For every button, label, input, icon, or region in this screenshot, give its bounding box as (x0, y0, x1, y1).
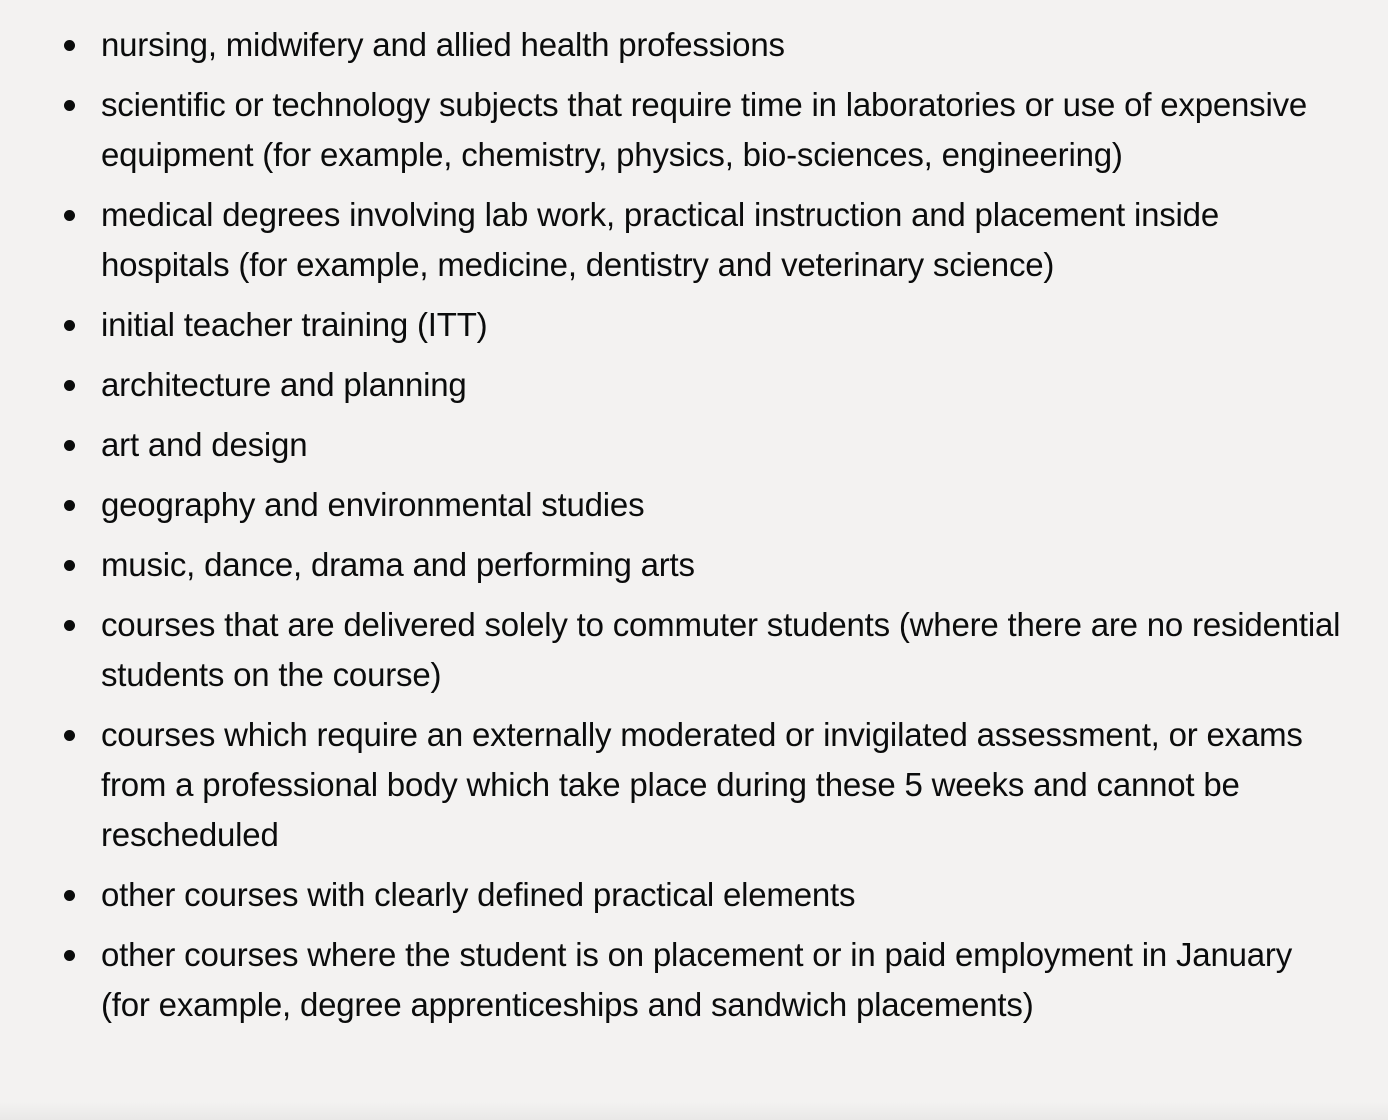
list-item (101, 190, 1341, 290)
list-item (101, 540, 1341, 590)
list-item-text: geography and environmental studies (101, 486, 645, 523)
bullet-icon (64, 730, 75, 741)
list-item (101, 710, 1341, 860)
list-item (101, 80, 1341, 180)
list-item (101, 20, 1341, 70)
bullet-icon (64, 210, 75, 221)
list-item (101, 480, 1341, 530)
list-item-text: initial teacher training (ITT) (101, 306, 488, 343)
bullet-icon (64, 320, 75, 331)
list-item-text: medical degrees involving lab work, practical instruction and placement inside hospitals (for example, medicine, dentistry and veterinary science) (101, 196, 1219, 283)
list-item-text: music, dance, drama and performing arts (101, 546, 695, 583)
bullet-icon (64, 440, 75, 451)
list-item-text: courses which require an externally moderated or invigilated assessment, or exams from a professional body which take place during these 5 weeks and cannot be rescheduled (101, 716, 1303, 853)
list-item-text: architecture and planning (101, 366, 467, 403)
bullet-icon (64, 950, 75, 961)
bullet-icon (64, 890, 75, 901)
list-item (101, 360, 1341, 410)
list-item (101, 870, 1341, 920)
list-item-text: nursing, midwifery and allied health professions (101, 26, 785, 63)
page-content (0, 20, 1388, 1040)
list-item (101, 420, 1341, 470)
list-item-text: courses that are delivered solely to commuter students (where there are no residential students on the course) (101, 606, 1341, 693)
bullet-icon (64, 100, 75, 111)
list-item (101, 930, 1341, 1030)
bullet-icon (64, 40, 75, 51)
list-item (101, 600, 1341, 700)
list-item-text: art and design (101, 426, 308, 463)
list-item-text: scientific or technology subjects that require time in laboratories or use of expensive equipment (for example, chemistry, physics, bio-sciences, engineering) (101, 86, 1308, 173)
list-item (101, 300, 1341, 350)
list-item-text: other courses where the student is on placement or in paid employment in January (for example, degree apprenticeships and sandwich placements) (101, 936, 1292, 1023)
bullet-icon (64, 500, 75, 511)
bullet-icon (64, 380, 75, 391)
course-list (0, 20, 1341, 1030)
bullet-icon (64, 620, 75, 631)
bullet-icon (64, 560, 75, 571)
list-item-text: other courses with clearly defined practical elements (101, 876, 856, 913)
bottom-edge-shadow (0, 1102, 1388, 1120)
